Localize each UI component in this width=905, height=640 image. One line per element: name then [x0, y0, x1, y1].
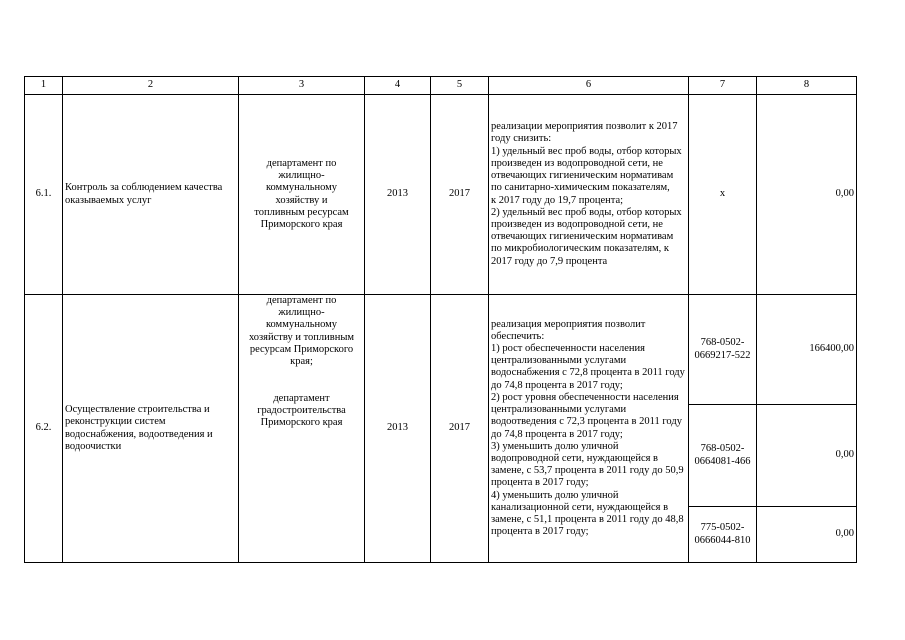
column-amount-header: 8 [757, 77, 857, 95]
budget-code: 768-0502- 0669217-522 [689, 295, 757, 405]
table-row [25, 95, 857, 295]
budget-code: 768-0502- 0664081-466 [689, 405, 757, 507]
executor: департамент по жилищно- коммунальному хозяйству и топливным ресурсам Приморского края [239, 95, 365, 295]
activity-name: Осуществление строительства и реконструкции систем водоснабжения, водоотведения и водоочистки [63, 295, 239, 563]
column-number-header: 1 [25, 77, 63, 95]
column-result-header: 6 [489, 77, 689, 95]
column-name-header: 2 [63, 77, 239, 95]
row-number: 6.1. [25, 95, 63, 295]
column-code-header: 7 [689, 77, 757, 95]
budget-code: 775-0502- 0666044-810 [689, 507, 757, 563]
start-year: 2013 [365, 295, 431, 563]
table-header-row [25, 77, 857, 95]
row-number: 6.2. [25, 295, 63, 563]
table-row [25, 295, 857, 405]
activity-name: Контроль за соблюдением качества оказываемых услуг [63, 95, 239, 295]
end-year: 2017 [431, 95, 489, 295]
funding-amount: 0,00 [757, 405, 857, 507]
start-year: 2013 [365, 95, 431, 295]
column-start-header: 4 [365, 77, 431, 95]
funding-amount: 0,00 [757, 95, 857, 295]
column-executor-header: 3 [239, 77, 365, 95]
expected-result: реализация мероприятия позволит обеспечить: 1) рост обеспеченности населения централизованными услугами водоснабжения с 72,8 процента в 2011 году до 74,8 процента в 2017 году; 2) рост уровня обеспеченности населения централизованными услугами водоотведения с 72,3 процента в 2011 году до 74,8 процента в 2017 году; 3) уменьшить долю уличной водопроводной сети, нуждающейся в замене, с 53,7 процента в 2011 году до 50,9 процента в 2017 году; 4) уменьшить долю уличной канализационной сети, нуждающейся в замене, с 51,1 процента в 2011 году до 48,8 процента в 2017 году; [489, 295, 689, 563]
executor: департамент по жилищно- коммунальному хозяйству и топливным ресурсам Приморского края; департамент градостроительства Приморского края [239, 295, 365, 563]
program-activities-table [24, 76, 857, 563]
end-year: 2017 [431, 295, 489, 563]
funding-amount: 0,00 [757, 507, 857, 563]
budget-code: х [689, 95, 757, 295]
funding-amount: 166400,00 [757, 295, 857, 405]
column-end-header: 5 [431, 77, 489, 95]
expected-result: реализации мероприятия позволит к 2017 году снизить: 1) удельный вес проб воды, отбор которых произведен из водопроводной сети, не отвечающих гигиеническим нормативам по санитарно-химическим показателям, к 2017 году до 19,7 процента; 2) удельный вес проб воды, отбор которых произведен из водопроводной сети, не отвечающих гигиеническим нормативам по микробиологическим показателям, к 2017 году до 7,9 процента [489, 95, 689, 295]
